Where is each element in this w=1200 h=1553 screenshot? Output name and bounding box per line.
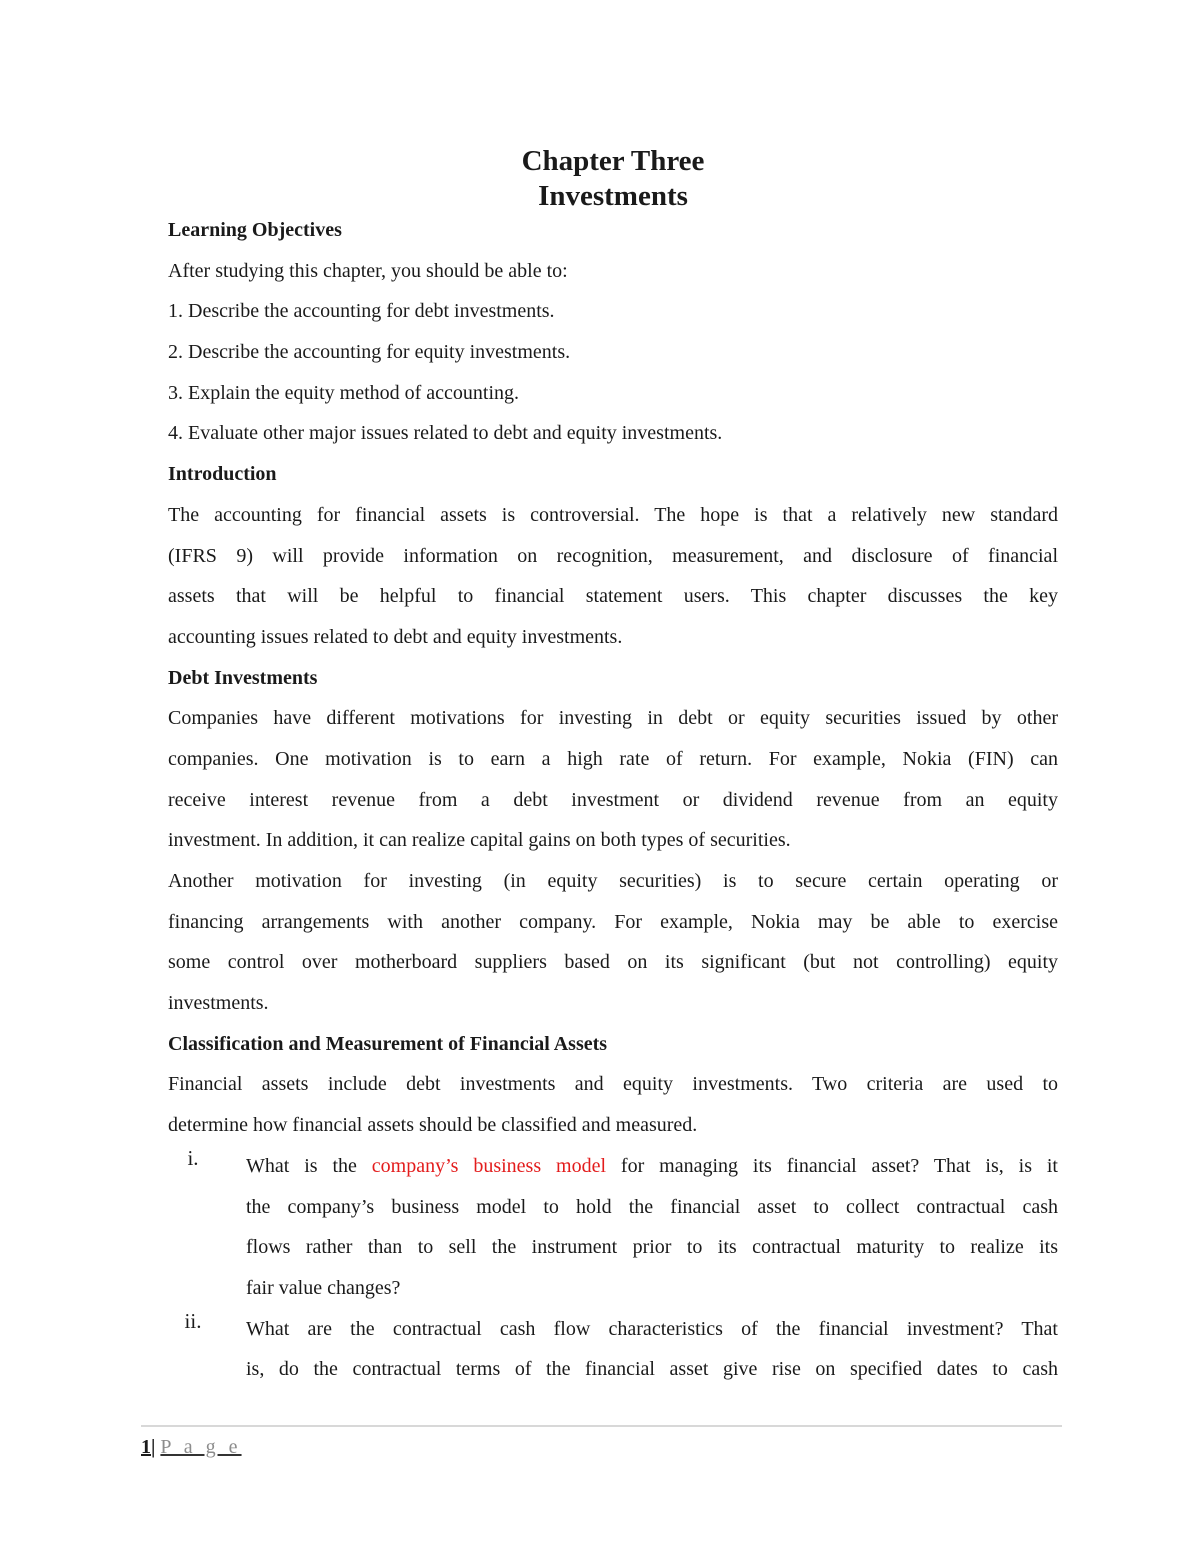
page-title: Investments [538,180,688,212]
debt-paragraph-line: companies. One motivation is to earn a high rate of return. For example, Nokia (FIN) can [168,747,1058,770]
debt-paragraph-line: some control over motherboard suppliers based on its significant (but not controlling) equity [168,951,1058,974]
footer-divider [141,1425,1062,1427]
page-label: P a g e [160,1436,242,1458]
classification-line: determine how financial assets should be classified and measured. [168,1114,698,1137]
criteria-item [168,1309,1058,1390]
debt-paragraph-line: receive interest revenue from a debt investment or dividend revenue from an equity [168,788,1058,811]
list-numeral: i. [187,1145,199,1170]
criteria-line: fair value changes? [246,1276,401,1299]
page-footer [141,1434,242,1460]
objectives-intro: After studying this chapter, you should be able to: [168,259,568,282]
introduction-line: accounting issues related to debt and equity investments. [168,625,623,648]
debt-paragraph-line: financing arrangements with another company. For example, Nokia may be able to exercise [168,910,1058,933]
criteria-line [246,1146,1058,1187]
page-number: 1 [141,1436,151,1458]
objective-item: 1. Describe the accounting for debt investments. [168,300,555,323]
criteria-item [168,1146,1058,1309]
footer-separator: | [151,1436,156,1458]
classification-line: Financial assets include debt investments and equity investments. Two criteria are used to [168,1073,1058,1096]
criteria-line: the company’s business model to hold the financial asset to collect contractual cash [246,1195,1058,1218]
criteria-text: for managing its financial asset? That is, is it [606,1154,1058,1177]
objective-item: 4. Evaluate other major issues related to debt and equity investments. [168,422,723,445]
introduction-line: The accounting for financial assets is controversial. The hope is that a relatively new standard [168,503,1058,526]
debt-paragraph-line: Companies have different motivations for investing in debt or equity securities issued by other [168,707,1058,730]
classification-heading: Classification and Measurement of Financial Assets [168,1032,608,1055]
introduction-heading: Introduction [168,463,277,486]
objective-item: 2. Describe the accounting for equity investments. [168,341,571,364]
debt-paragraph-line: investment. In addition, it can realize capital gains on both types of securities. [168,829,791,852]
business-model-highlight: company’s business model [371,1154,607,1177]
chapter-title: Chapter Three [521,145,705,177]
criteria-line: is, do the contractual terms of the financial asset give rise on specified dates to cash [246,1358,1058,1381]
criteria-text: What is the [246,1154,372,1177]
introduction-line: (IFRS 9) will provide information on recognition, measurement, and disclosure of financial [168,544,1058,567]
debt-paragraph-line: Another motivation for investing (in equity securities) is to secure certain operating or [168,870,1058,892]
objective-item: 3. Explain the equity method of accounting. [168,381,520,404]
document-body [168,210,1058,1390]
debt-paragraph-line: investments. [168,992,269,1015]
objectives-heading: Learning Objectives [168,219,342,241]
list-numeral: ii. [184,1308,202,1333]
debt-heading: Debt Investments [168,666,318,689]
introduction-line: assets that will be helpful to financial statement users. This chapter discusses the key [168,585,1058,608]
criteria-line: What are the contractual cash flow characteristics of the financial investment? That [246,1317,1058,1340]
criteria-line: flows rather than to sell the instrument prior to its contractual maturity to realize its [246,1236,1058,1259]
